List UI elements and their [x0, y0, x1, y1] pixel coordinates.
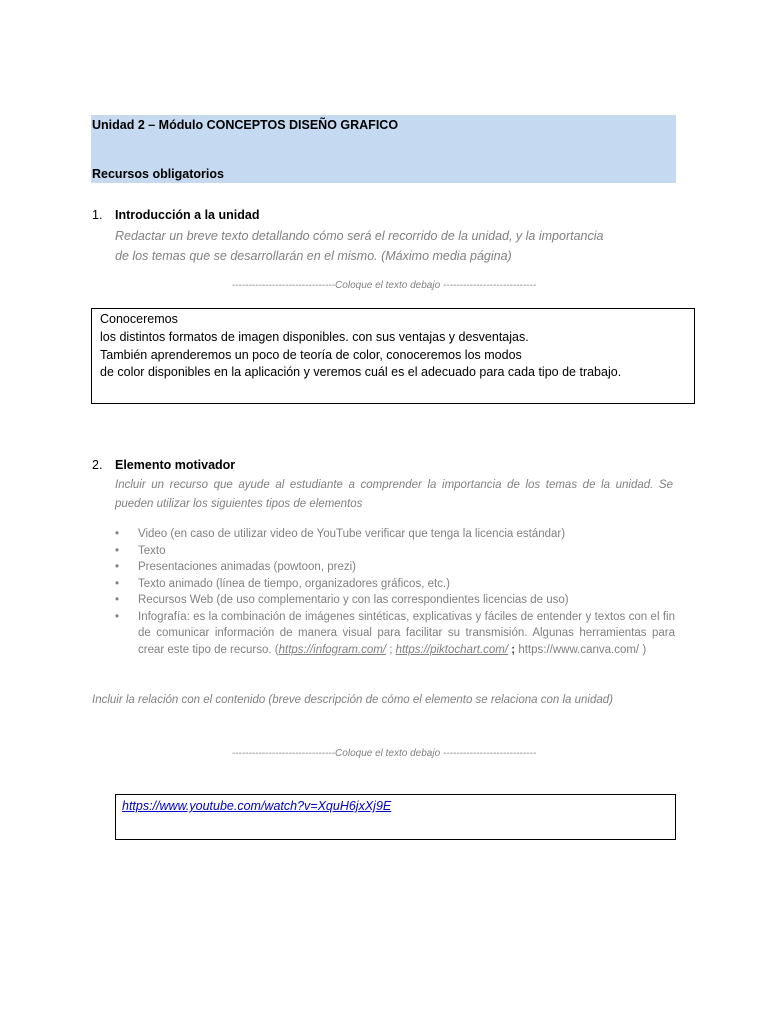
- section1-text-box[interactable]: [91, 308, 695, 404]
- box1-line-3: También aprenderemos un poco de teoría de color, conoceremos los modos: [100, 347, 522, 362]
- section2-number: 2.: [92, 458, 103, 472]
- box1-line-1: Conoceremos: [100, 312, 178, 326]
- section1-divider: -------------------------------Coloque el texto debajo ----------------------------: [231, 280, 537, 291]
- section1-instructions: [115, 226, 675, 266]
- section2-title: Elemento motivador: [115, 458, 236, 472]
- page-subtitle: Recursos obligatorios: [92, 167, 224, 181]
- box1-line-2: los distintos formatos de imagen disponibles. con sus ventajas y desventajas.: [100, 329, 529, 344]
- bullet-icon: •: [115, 544, 120, 557]
- list-item: • Video (en caso de utilizar video de YouTube verificar que tenga la licencia estándar): [115, 526, 675, 543]
- section1-instructions-line2: de los temas que se desarrollarán en el mismo. (Máximo media página): [115, 249, 512, 263]
- page-title: Unidad 2 – Módulo CONCEPTOS DISEÑO GRAFICO: [92, 118, 399, 132]
- list-item: • Texto: [115, 543, 675, 560]
- bullet-icon: •: [115, 528, 120, 540]
- relation-note: Incluir la relación con el contenido (breve descripción de cómo el elemento se relaciona con la unidad): [92, 694, 613, 706]
- resource-type-list: [115, 526, 675, 658]
- bullet-icon: •: [115, 577, 120, 590]
- youtube-link[interactable]: https://www.youtube.com/watch?v=XquH6jxXj9E: [122, 799, 392, 813]
- section2-divider: -------------------------------Coloque el texto debajo ----------------------------: [231, 748, 537, 759]
- canva-link[interactable]: https://www.canva.com/: [518, 643, 640, 656]
- bullet-icon: •: [115, 561, 120, 573]
- bullet-icon: •: [115, 610, 120, 623]
- section1-number: 1.: [92, 208, 103, 222]
- bullet-icon: •: [115, 594, 120, 606]
- section1-instructions-line1: Redactar un breve texto detallando cómo será el recorrido de la unidad, y la importancia: [115, 229, 604, 243]
- section1-title: Introducción a la unidad: [115, 208, 260, 222]
- list-item: • Texto animado (línea de tiempo, organizadores gráficos, etc.): [115, 576, 675, 593]
- box1-line-4: de color disponibles en la aplicación y veremos cuál es el adecuado para cada tipo de trabajo.: [100, 365, 622, 380]
- piktochart-link[interactable]: https://piktochart.com/: [395, 643, 509, 656]
- list-item: • Recursos Web (de uso complementario y con las correspondientes licencias de uso): [115, 592, 675, 609]
- infogram-link[interactable]: https://infogram.com/: [278, 643, 386, 656]
- section2-instructions: Incluir un recurso que ayude al estudiante a comprender la importancia de los temas de la unidad. Se pueden utilizar los siguientes tipos de elementos: [115, 479, 673, 510]
- section2-link-box[interactable]: [115, 794, 676, 840]
- list-item-infografia: • Infografía: es la combinación de imágenes sintéticas, explicativas y fáciles de entender y textos con el fin de comunicar información de manera visual para facilitar su transmisión. Algunas herramientas para crear este tipo de recurso. (https://infogram.com/ ; https://piktochart.com/ ; https://www.canva.com/ ): [115, 610, 675, 656]
- list-item: • Presentaciones animadas (powtoon, prezi): [115, 559, 675, 576]
